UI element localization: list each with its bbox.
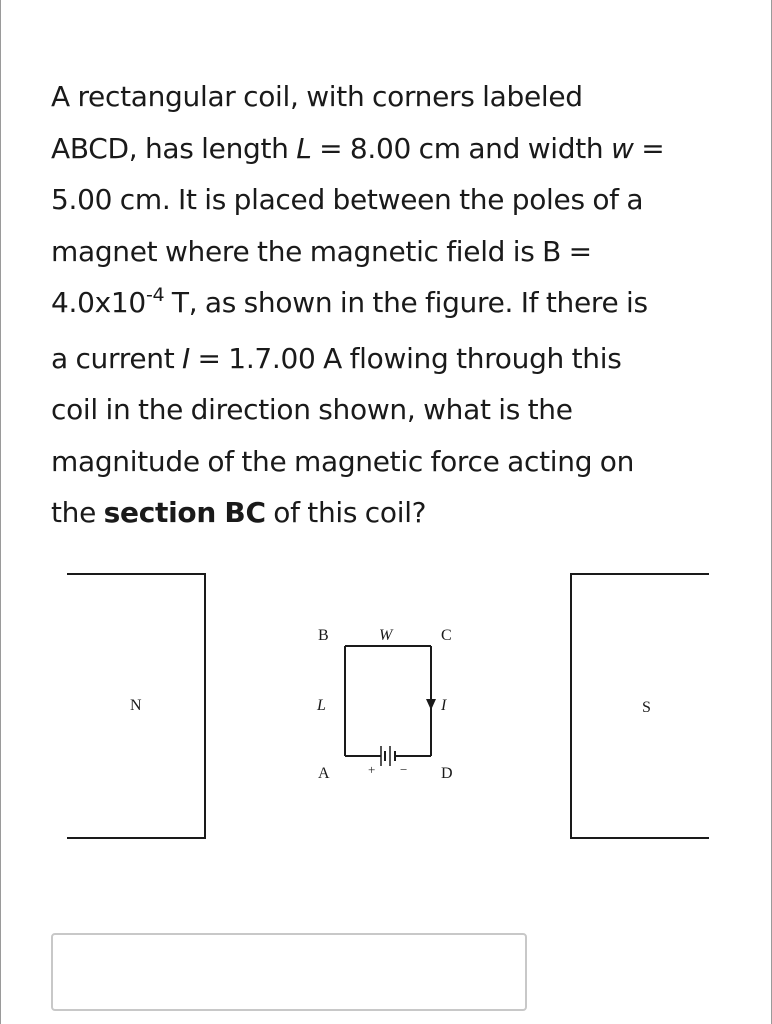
north-label: N <box>130 697 142 714</box>
current-label: I <box>441 697 447 714</box>
south-pole-magnet <box>571 574 709 838</box>
question-line-3: 5.00 cm. It is placed between the poles of a <box>51 183 644 216</box>
corner-b-label: B <box>318 627 329 644</box>
question-line-1: A rectangular coil, with corners labeled <box>51 80 583 113</box>
answer-input[interactable] <box>51 933 527 1011</box>
question-line-6: a current I = 1.7.00 A flowing through this <box>51 341 622 375</box>
question-line-8: magnitude of the magnetic force acting on <box>51 444 635 478</box>
coil-figure <box>1 560 772 860</box>
coil <box>345 646 431 756</box>
current-arrow-icon <box>426 699 436 710</box>
corner-c-label: C <box>441 627 452 644</box>
question-line-7: coil in the direction shown, what is the <box>51 393 573 426</box>
corner-d-label: D <box>441 765 453 782</box>
exponent: -4 <box>145 284 165 306</box>
length-label: L <box>317 697 326 714</box>
width-label: W <box>379 627 393 644</box>
variable-i: I <box>181 341 190 375</box>
battery-plus-label: + <box>368 762 376 777</box>
question-line-4: magnet where the magnetic field is B = <box>51 234 592 268</box>
corner-a-label: A <box>318 765 330 782</box>
battery-minus-label: − <box>400 762 408 777</box>
battery-icon <box>381 746 395 766</box>
question-line-9: the section BC of this coil? <box>51 496 427 529</box>
bold-section-bc: section BC <box>103 496 266 529</box>
question-line-2: ABCD, has length L = 8.00 cm and width w = <box>51 131 665 165</box>
variable-w: w <box>610 131 634 165</box>
question-line-5: $4.0x10^{-4}$ T, as shown in the figure. If there is <box>51 284 648 319</box>
variable-l: L <box>296 131 312 165</box>
south-label: S <box>642 699 651 716</box>
question-text <box>51 71 731 539</box>
